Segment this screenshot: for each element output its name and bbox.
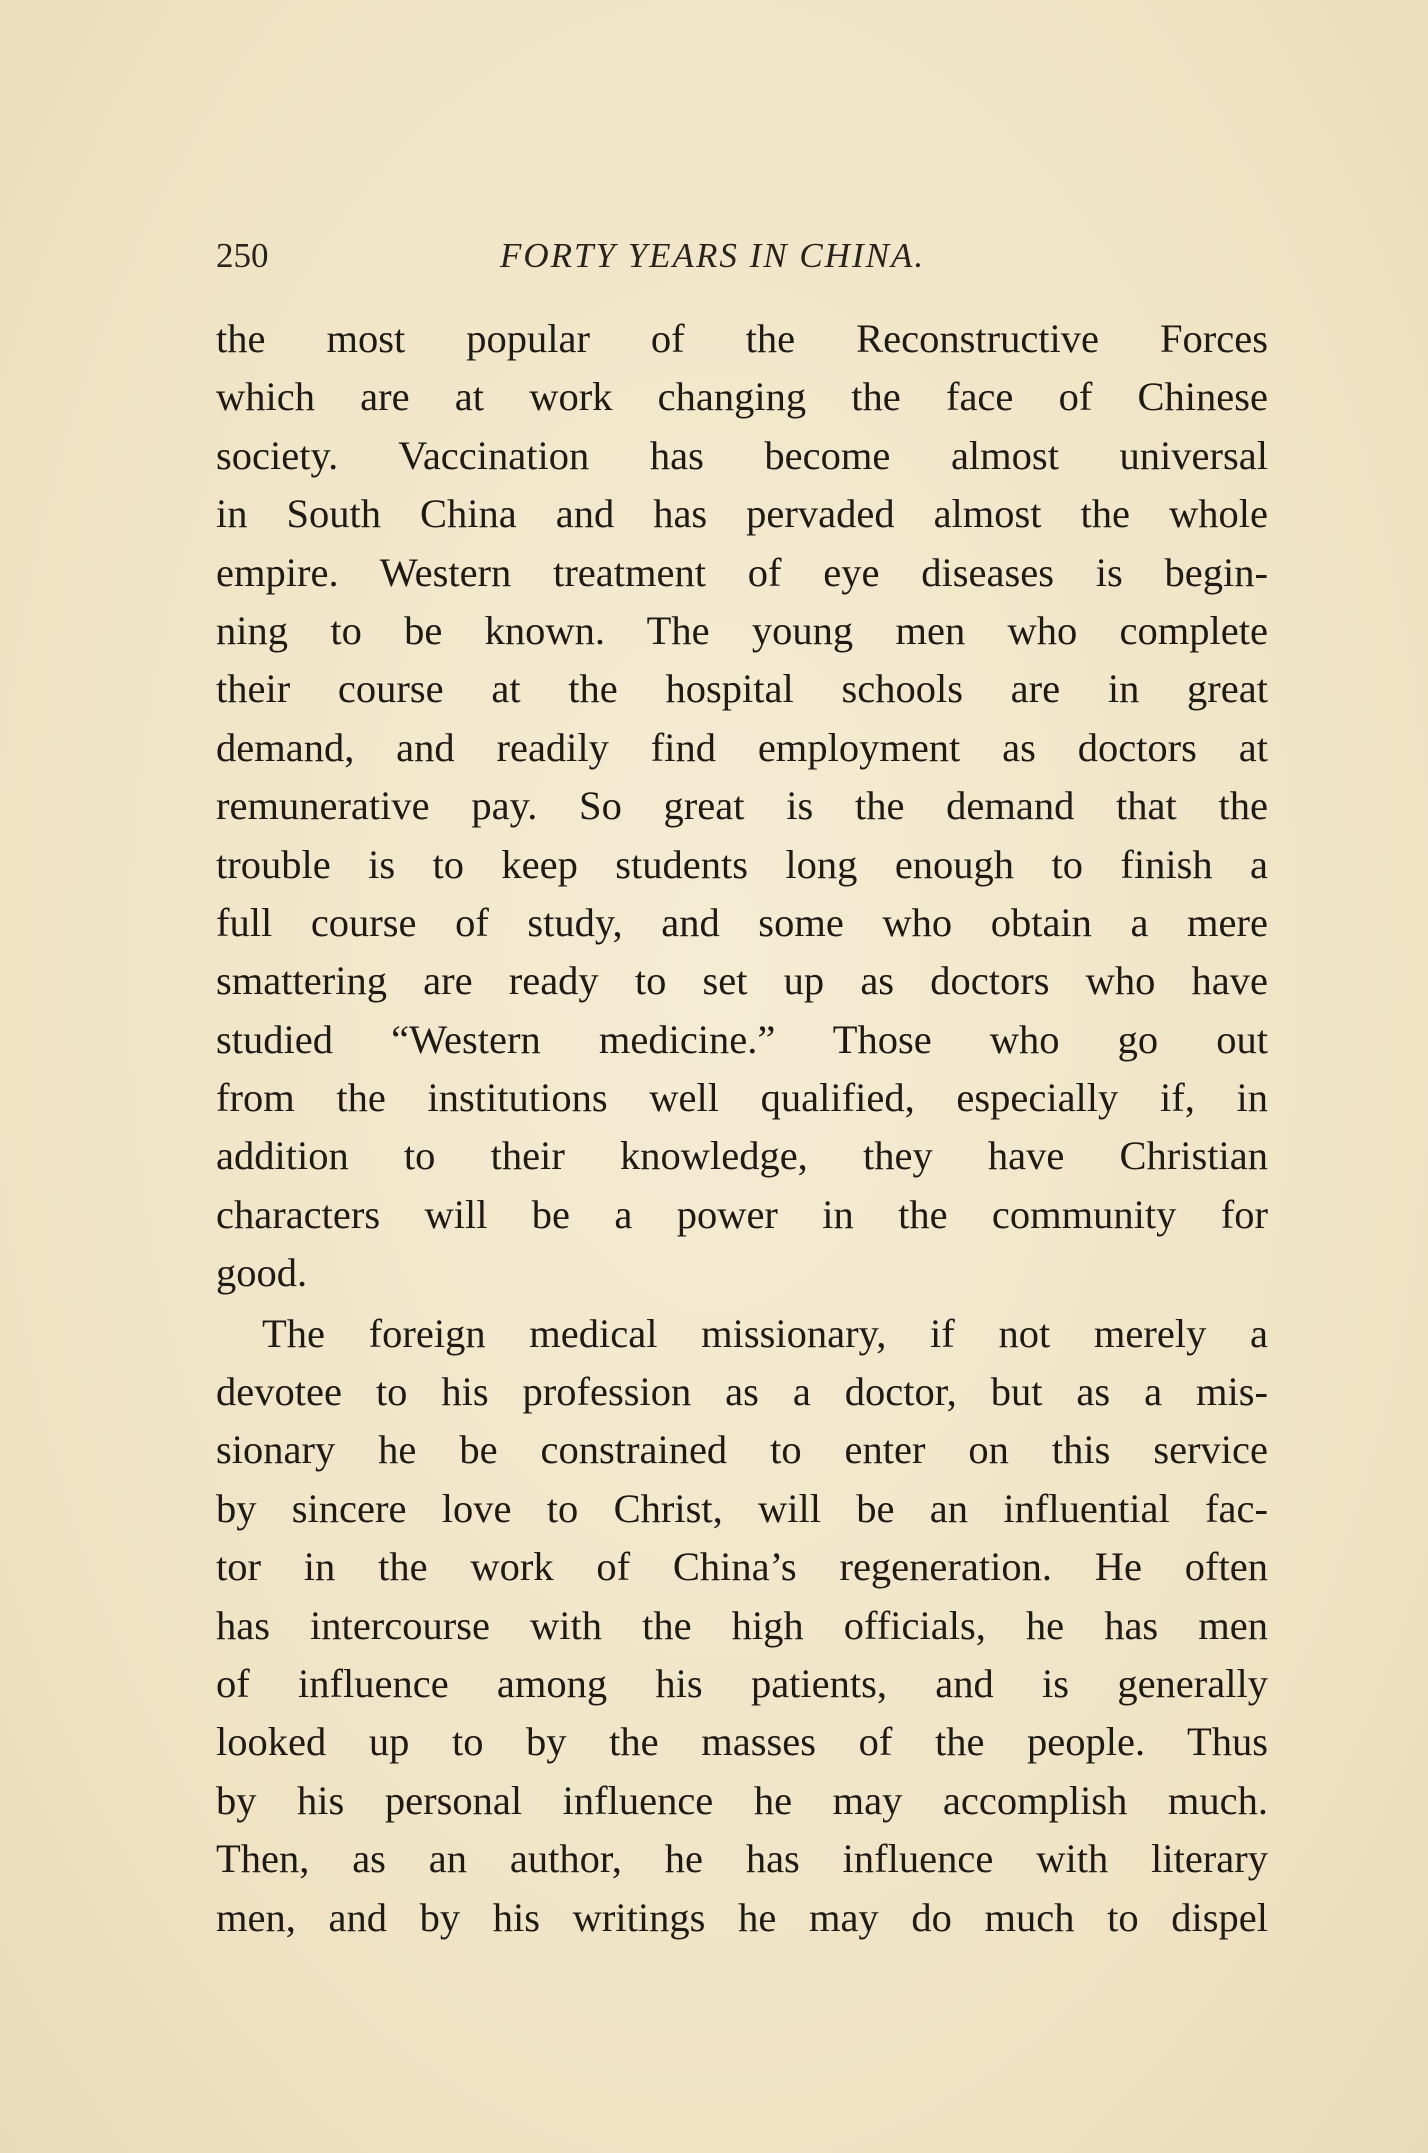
text-line: in South China and has pervaded almost the whole <box>216 491 1268 537</box>
text-line: looked up to by the masses of the people. Thus <box>216 1719 1268 1765</box>
text-line: ning to be known. The young men who complete <box>216 607 1268 653</box>
paragraph <box>216 1305 1268 1947</box>
text-line: characters will be a power in the community for <box>216 1191 1268 1237</box>
text-line: which are at work changing the face of Chinese <box>216 374 1268 420</box>
body-text <box>216 310 1268 1947</box>
text-line: tor in the work of China’s regeneration. He often <box>216 1544 1268 1590</box>
text-line: by his personal influence he may accomplish much. <box>216 1777 1268 1823</box>
text-line: smattering are ready to set up as doctors who have <box>216 958 1268 1004</box>
text-line: The foreign medical missionary, if not merely a <box>262 1310 1268 1356</box>
text-line: remunerative pay. So great is the demand that the <box>216 783 1268 829</box>
text-line: from the institutions well qualified, especially if, in <box>216 1075 1268 1121</box>
running-title: FORTY YEARS IN CHINA. <box>500 236 926 275</box>
text-line: full course of study, and some who obtain a mere <box>216 899 1268 945</box>
text-line: their course at the hospital schools are in great <box>216 666 1268 712</box>
text-line: the most popular of the Reconstructive Forces <box>216 316 1268 361</box>
running-header <box>216 236 996 284</box>
text-line: men, and by his writings he may do much to dispel <box>216 1894 1268 1940</box>
text-line: has intercourse with the high officials, he has men <box>216 1602 1268 1648</box>
text-line: studied “Western medicine.” Those who go out <box>216 1016 1268 1062</box>
text-line: devotee to his profession as a doctor, but as a mis- <box>216 1369 1268 1415</box>
text-line: society. Vaccination has become almost universal <box>216 432 1268 478</box>
text-line: empire. Western treatment of eye diseases is begin- <box>216 549 1268 595</box>
text-line: of influence among his patients, and is generally <box>216 1660 1268 1706</box>
text-line: sionary he be constrained to enter on this service <box>216 1427 1268 1473</box>
text-line: demand, and readily find employment as doctors at <box>216 724 1268 770</box>
text-line: trouble is to keep students long enough to finish a <box>216 841 1268 887</box>
text-line: Then, as an author, he has influence with literary <box>216 1836 1268 1882</box>
page-number: 250 <box>216 236 269 275</box>
text-line: by sincere love to Christ, will be an influential fac- <box>216 1485 1268 1531</box>
text-line: addition to their knowledge, they have Christian <box>216 1133 1268 1179</box>
paragraph <box>216 310 1268 1303</box>
text-line: good. <box>216 1250 308 1296</box>
